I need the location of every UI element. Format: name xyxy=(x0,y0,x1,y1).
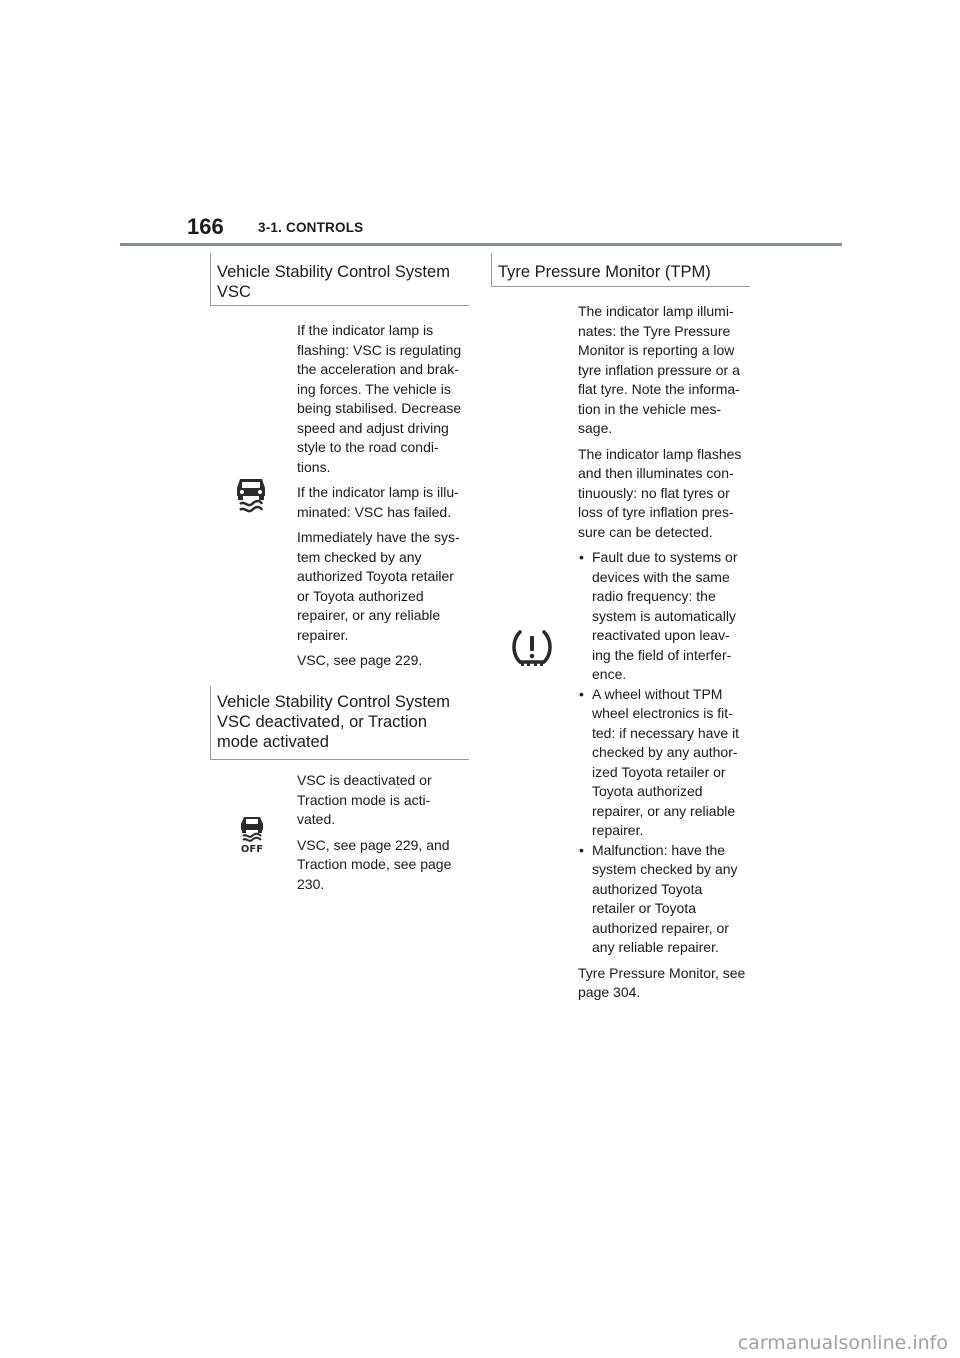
vsc-paragraph: If the indicator lamp is illu-minated: VSC has failed. xyxy=(297,484,459,520)
watermark: carmanualsonline.info xyxy=(737,1332,948,1354)
tpm-footer: Tyre Pressure Monitor, see page 304. xyxy=(578,964,746,1000)
vsc-off-icon-label: OFF xyxy=(240,844,264,853)
vsc-paragraph: If the indicator lamp is flashing: VSC is regulating the acceleration and brak-ing forces. The vehicle is being stabilised. Decrease speed and adjust driving style to the road condi-tions. xyxy=(297,322,462,475)
section-label: 3-1. CONTROLS xyxy=(258,220,364,235)
tpm-paragraph: The indicator lamp illumi-nates: the Tyre Pressure Monitor is reporting a low tyre inflation pressure or a flat tyre. Note the informa-tion in the vehicle mes-sage. xyxy=(578,303,740,436)
page-number: 166 xyxy=(187,214,224,239)
vsc-title xyxy=(210,253,469,306)
vsc-off-icon xyxy=(239,815,265,858)
tpm-bullet-item: • Fault due to systems or devices with the same radio frequency: the system is automatically reactivated upon leav-ing the field of interfer-ence. xyxy=(578,548,748,685)
tpm-paragraph: The indicator lamp flashes and then illuminates con-tinuously: no flat tyres or loss of tyre inflation pres-sure can be detected. xyxy=(578,445,742,540)
tpm-bullet-list xyxy=(578,548,748,958)
tpm-bullet-item: • Malfunction: have the system checked by any authorized Toyota retailer or Toyota authorized repairer, or any reliable repairer. xyxy=(578,841,748,958)
vsc-icon xyxy=(234,476,268,519)
tpm-description xyxy=(578,302,748,1009)
vsc-off-title xyxy=(210,686,469,760)
vsc-off-paragraph: VSC, see page 229, and Traction mode, see page 230. xyxy=(297,836,452,892)
tpm-icon xyxy=(512,628,552,673)
vsc-title-line1: Vehicle Stability Control System xyxy=(217,263,450,281)
vsc-off-title-line3: mode activated xyxy=(217,733,329,751)
tpm-bullet-item: • A wheel without TPM wheel electronics is fit-ted: if necessary have it checked by any author-ized Toyota retailer or Toyota authorized repairer, or any reliable repairer. xyxy=(578,685,748,841)
vsc-off-title-line1: Vehicle Stability Control System xyxy=(217,693,450,711)
tpm-title: Tyre Pressure Monitor (TPM) xyxy=(491,253,750,287)
vsc-off-title-line2: VSC deactivated, or Traction xyxy=(217,713,428,731)
vsc-paragraph: Immediately have the sys-tem checked by any authorized Toyota retailer or Toyota authorized repairer, or any reliable repairer. xyxy=(297,529,460,643)
vsc-off-paragraph: VSC is deactivated or Traction mode is acti-vated. xyxy=(297,772,432,827)
header-rule xyxy=(120,243,842,246)
vsc-description xyxy=(297,321,467,677)
vsc-title-line2: VSC xyxy=(217,283,251,301)
vsc-off-description xyxy=(297,771,467,900)
vsc-paragraph: VSC, see page 229. xyxy=(297,652,423,668)
